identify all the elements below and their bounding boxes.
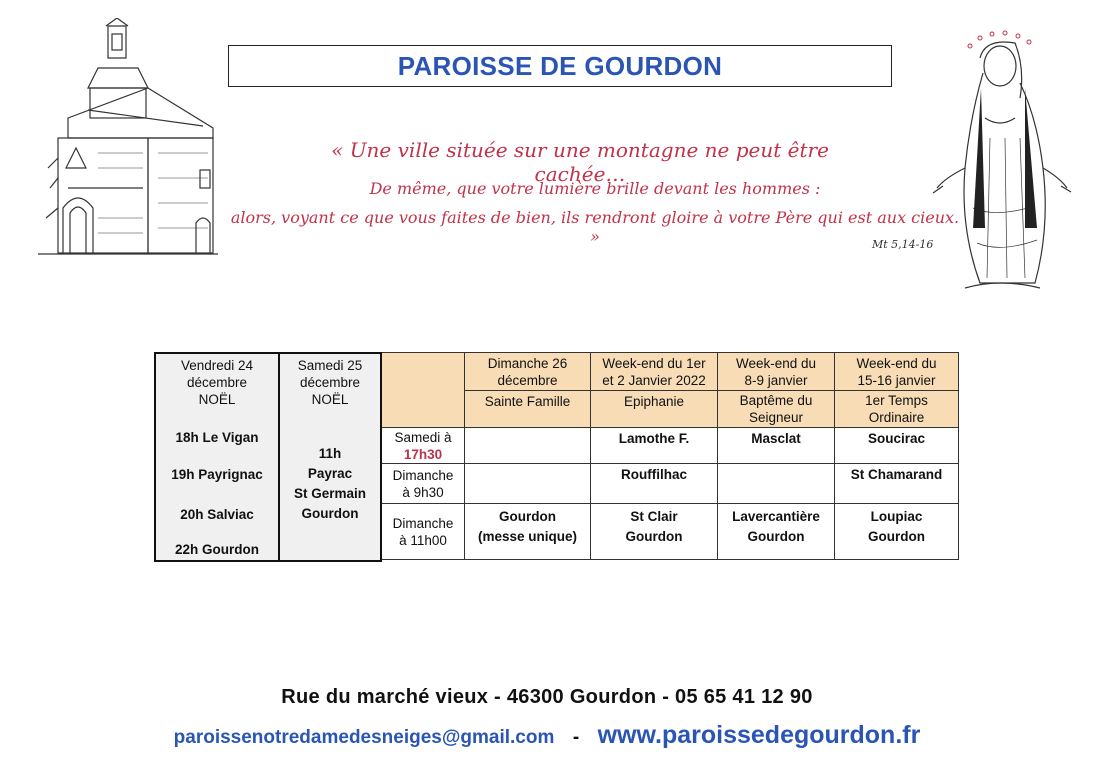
week-dates-header: Week-end du 1er et 2 Janvier 2022 — [590, 353, 717, 390]
week-feast-header: 1er Temps Ordinaire — [834, 390, 958, 427]
slot-saturday-label: Samedi à 17h30 — [382, 427, 464, 463]
noel-saturday-day: Samedi 25 — [297, 357, 363, 373]
noel-friday-mass: 18h Le Vigan — [175, 429, 259, 445]
week-dates-header: Dimanche 26 décembre — [464, 353, 590, 390]
page-title: PAROISSE DE GOURDON — [397, 50, 723, 81]
weekend-grid — [382, 352, 959, 560]
footer-separator: - — [572, 727, 580, 748]
noel-friday-day: Vendredi 24 — [180, 357, 254, 373]
mass-schedule-table — [154, 352, 959, 562]
table-cell: Lavercantière Gourdon — [717, 503, 834, 560]
table-cell: Loupiac Gourdon — [834, 503, 958, 560]
slot-sunday-930-label: Dimanche à 9h30 — [382, 463, 464, 503]
noel-saturday-masses — [280, 442, 380, 526]
quote-line-1: « Une ville située sur une montagne ne peut être cachée… — [331, 138, 829, 186]
week-feast-header: Epiphanie — [590, 390, 717, 427]
noel-saturday-place: St Germain — [293, 486, 367, 501]
table-cell: Gourdon (messe unique) — [464, 503, 590, 560]
noel-friday-mass: 20h Salviac — [180, 506, 254, 522]
week-dates-header: Week-end du 15-16 janvier — [834, 353, 958, 390]
week-feast-header: Baptême du Seigneur — [717, 390, 834, 427]
quote-reference: Mt 5,14-16 — [872, 238, 934, 251]
table-cell — [717, 463, 834, 503]
table-cell: Masclat — [717, 427, 834, 463]
footer-links — [0, 721, 1094, 750]
noel-friday-mass: 19h Payrignac — [171, 466, 263, 482]
title-box — [228, 45, 892, 87]
virgin-mary-sketch-icon — [925, 28, 1075, 293]
quote-line-2: De même, que votre lumière brille devant les hommes : — [369, 179, 821, 198]
table-cell: Rouffilhac — [590, 463, 717, 503]
slot-saturday-time: 17h30 — [403, 446, 443, 462]
table-cell: Lamothe F. — [590, 427, 717, 463]
table-cell: St Clair Gourdon — [590, 503, 717, 560]
noel-friday-mass: 22h Gourdon — [175, 541, 259, 557]
noel-friday-header — [156, 354, 278, 410]
noel-friday-column — [154, 352, 280, 562]
church-sketch-icon — [28, 18, 223, 258]
table-cell: Soucirac — [834, 427, 958, 463]
noel-saturday-place: Payrac — [307, 466, 353, 481]
table-cell — [464, 463, 590, 503]
slot-sunday-1100-label: Dimanche à 11h00 — [382, 503, 464, 560]
email-link[interactable]: paroissenotredamedesneiges@gmail.com — [173, 727, 555, 748]
noel-saturday-time: 11h — [318, 446, 342, 461]
noel-friday-month: décembre — [186, 374, 248, 390]
noel-saturday-place: Gourdon — [301, 506, 359, 521]
footer-address: Rue du marché vieux - 46300 Gourdon - 05 65 41 12 90 — [281, 686, 813, 708]
table-cell: St Chamarand — [834, 463, 958, 503]
table-cell — [464, 427, 590, 463]
slot-header-blank — [382, 353, 464, 427]
week-dates-header: Week-end du 8-9 janvier — [717, 353, 834, 390]
noel-saturday-month: décembre — [299, 374, 361, 390]
noel-saturday-column — [280, 352, 382, 562]
quote-line-3: alors, voyant ce que vous faites de bien, ils rendront gloire à votre Père qui est aux cieux. » — [230, 208, 960, 246]
week-feast-header: Sainte Famille — [464, 390, 590, 427]
noel-saturday-header — [280, 354, 380, 410]
noel-friday-feast: NOËL — [198, 391, 236, 407]
noel-saturday-feast: NOËL — [311, 391, 349, 407]
website-link[interactable]: www.paroissedegourdon.fr — [597, 721, 921, 749]
